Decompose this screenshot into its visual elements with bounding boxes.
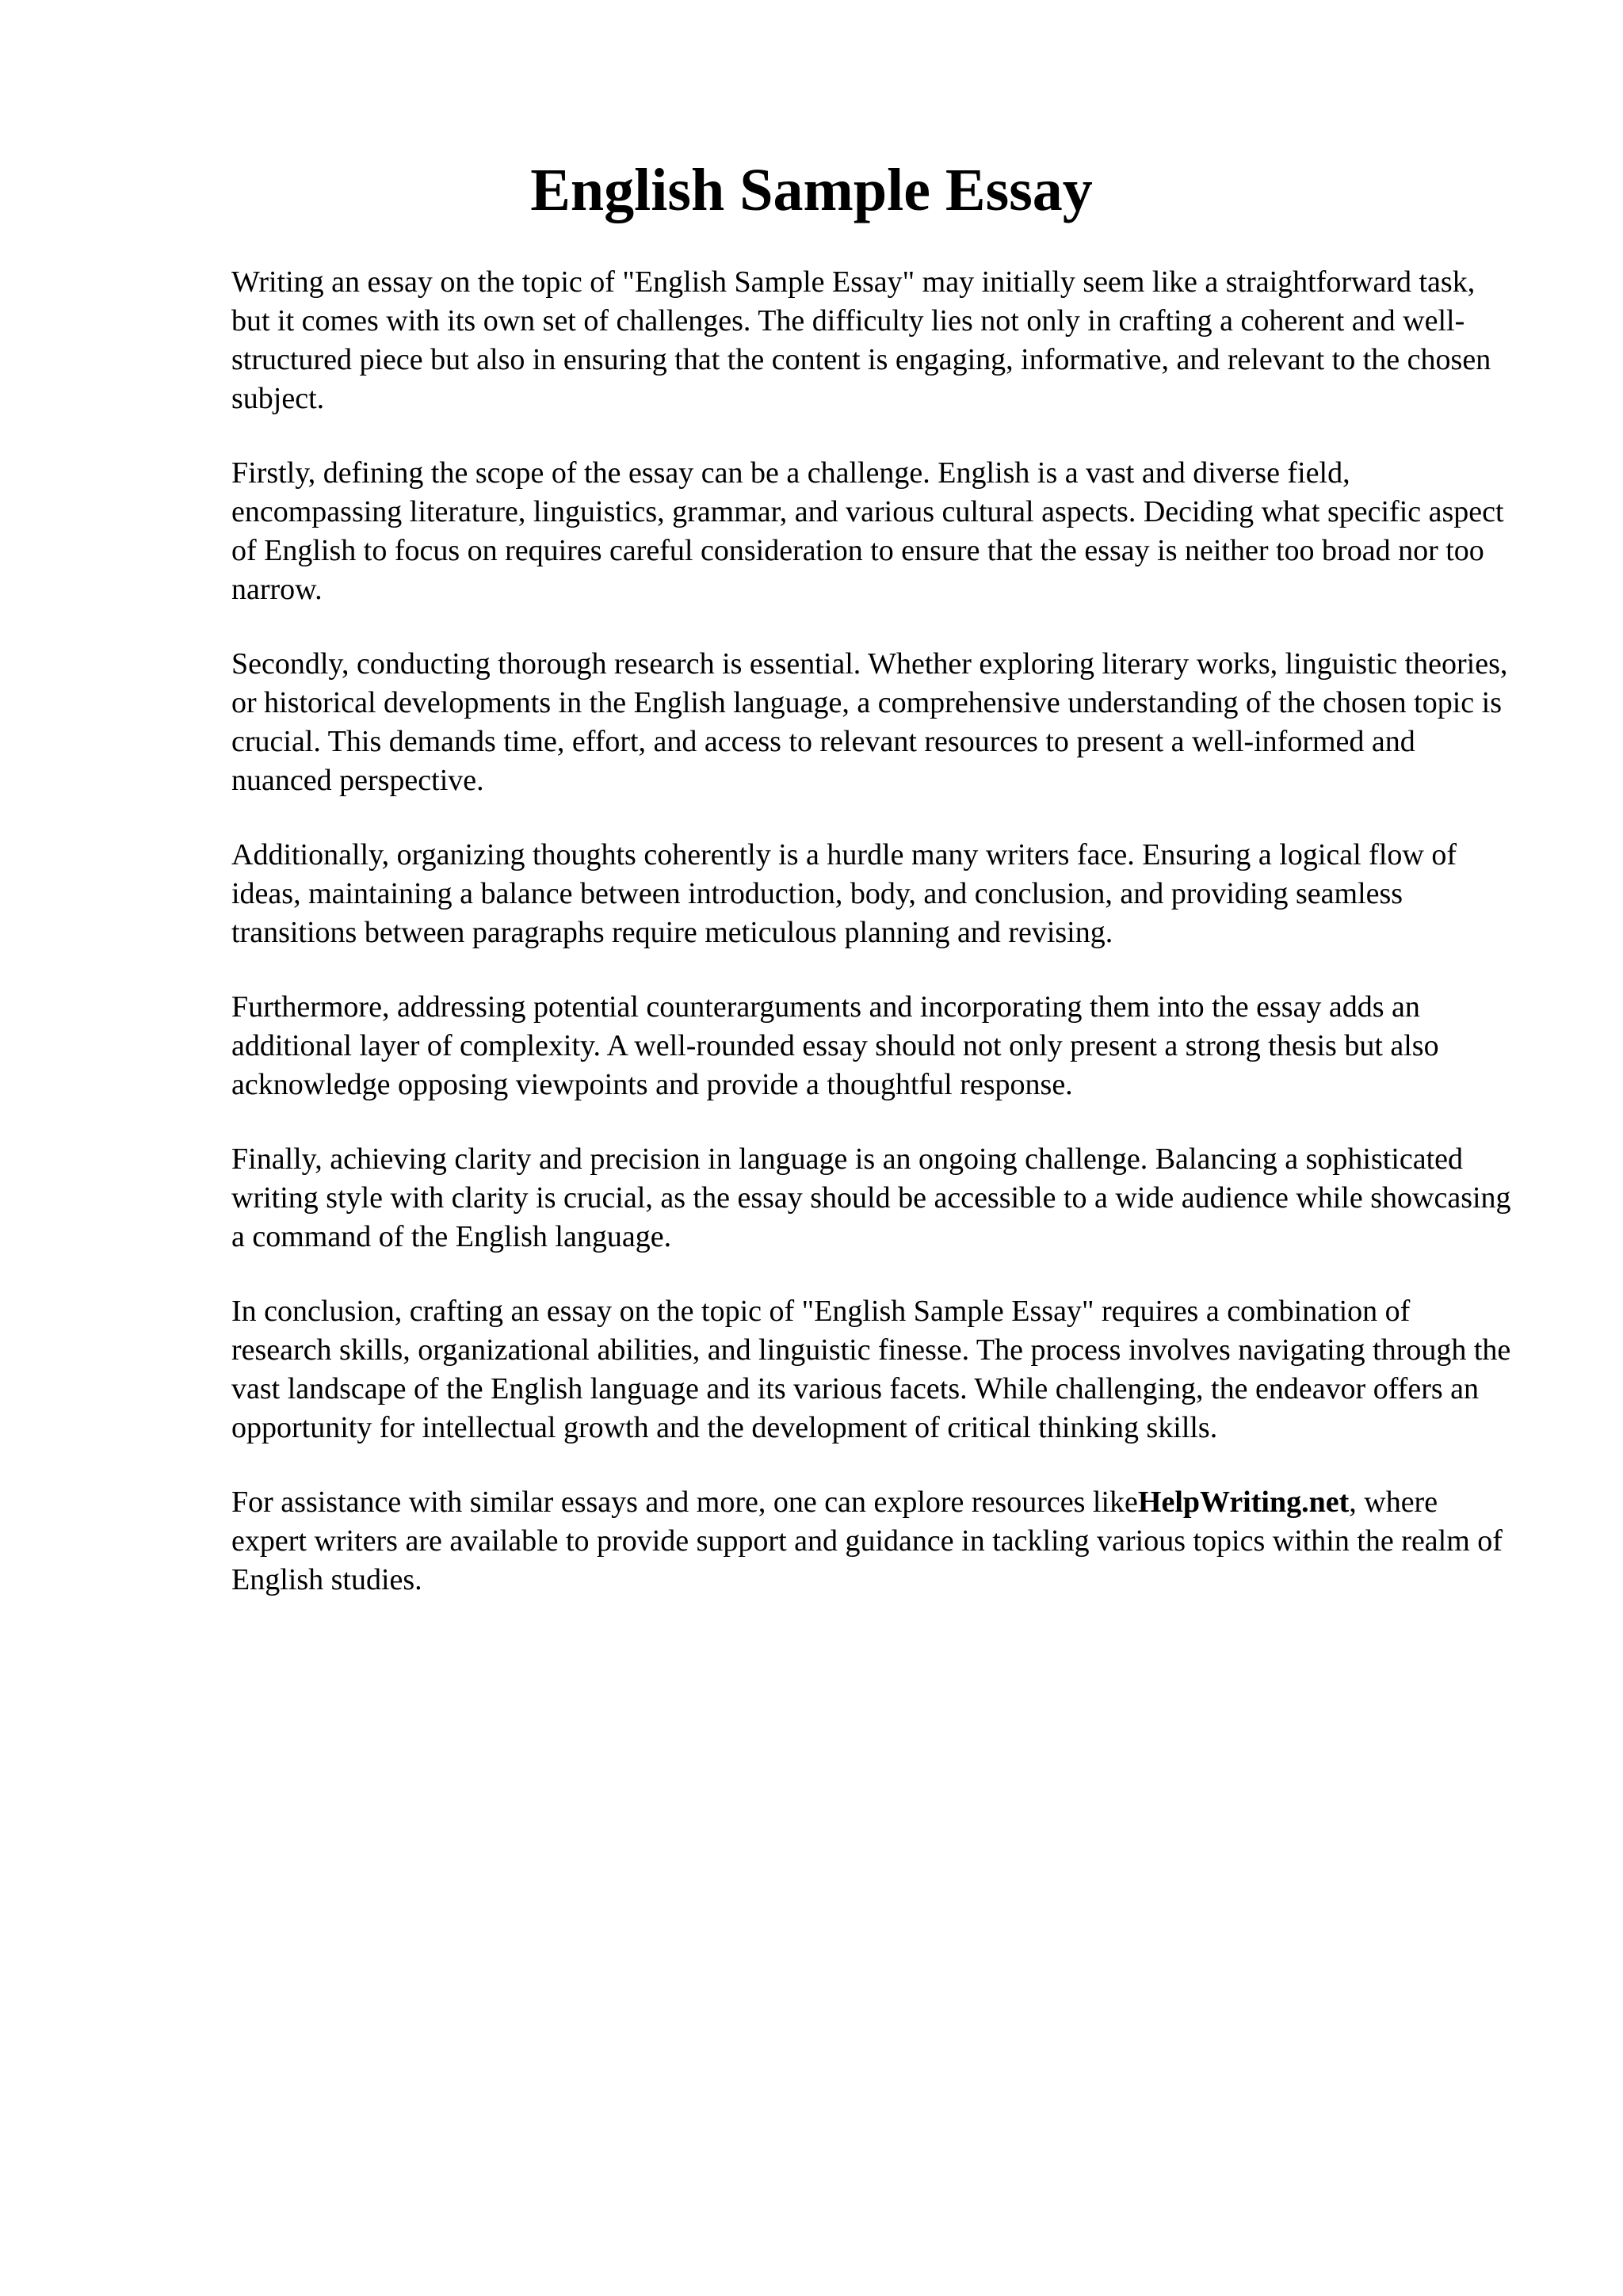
closing-trailing-text: , where expert writers are available to provide support and guidance in tackling various topics within the realm of English studies. <box>231 1486 1503 1596</box>
closing-lead-text: For assistance with similar essays and more, one can explore resources like <box>231 1486 1138 1519</box>
document-title: English Sample Essay <box>530 157 1093 223</box>
paragraph-research: Secondly, conducting thorough research is essential. Whether exploring literary works, linguistic theories, or historical developments in the English language, a comprehensive understanding of the chosen topic is crucial. This demands time, effort, and access to relevant resources to present a well-informed and nuanced perspective. <box>231 647 1508 797</box>
paragraph-clarity: Finally, achieving clarity and precision in language is an ongoing challenge. Balancing a sophisticated writing style with clarity is crucial, as the essay should be accessible to a wide audience while showcasing a command of the English language. <box>231 1142 1511 1253</box>
paragraph-organization: Additionally, organizing thoughts coherently is a hurdle many writers face. Ensuring a logical flow of ideas, maintaining a balance between introduction, body, and conclusion, and providing seamless transitions between paragraphs require meticulous planning and revising. <box>231 838 1457 949</box>
paragraph-conclusion: In conclusion, crafting an essay on the topic of "English Sample Essay" requires a combination of research skills, organizational abilities, and linguistic finesse. The process involves navigating through the vast landscape of the English language and its various facets. While challenging, the endeavor offers an opportunity for intellectual growth and the development of critical thinking skills. <box>231 1295 1511 1444</box>
paragraph-scope: Firstly, defining the scope of the essay can be a challenge. English is a vast and diverse field, encompassing literature, linguistics, grammar, and various cultural aspects. Deciding what specific aspect of English to focus on requires careful consideration to ensure that the essay is neither too broad nor too narrow. <box>231 456 1504 606</box>
helpwriting-link[interactable]: HelpWriting.net <box>1137 1486 1350 1519</box>
paragraph-counterarguments: Furthermore, addressing potential counterarguments and incorporating them into the essay adds an additional layer of complexity. A well-rounded essay should not only present a strong thesis but also acknowledge opposing viewpoints and provide a thoughtful response. <box>231 990 1439 1101</box>
paragraph-intro: Writing an essay on the topic of "English Sample Essay" may initially seem like a straightforward task, but it comes with its own set of challenges. The difficulty lies not only in crafting a coherent and well-structured piece but also in ensuring that the content is engaging, informative, and relevant to the chosen subject. <box>231 265 1491 415</box>
essay-body <box>231 263 1515 1635</box>
paragraph-closing <box>231 1483 1515 1600</box>
